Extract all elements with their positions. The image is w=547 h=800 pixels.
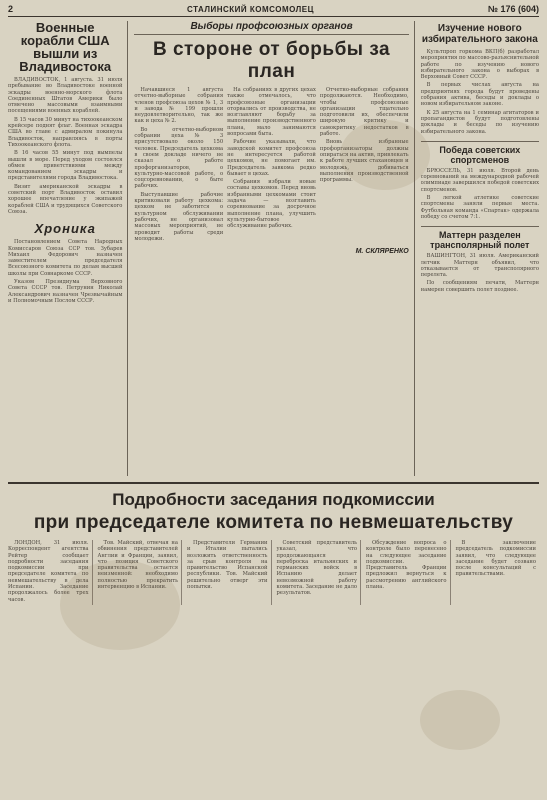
left-paragraph: В 16 часов 55 минут под вымпелы вышли в море. Перед уходом состоялся обмен приветствиями между командованием эскадры и представителями города Владивостока.	[8, 150, 123, 182]
middle-paragraph: Вновь избранные профорганизаторы должны опираться на актив, привлекать к работе лучших стахановцев и молодежь, добиваться выполнения производственной программы.	[319, 139, 409, 184]
right-paragraph: В первых числах августа на предприятиях города будут проведены собрания актива, беседы и доклады о новом избирательном законе.	[420, 82, 539, 108]
bottom-headline-line-2: при председателе комитета по невмешательству	[33, 512, 514, 533]
sport-paragraph: В легкой атлетике советские спортсмены заняли первые места. Футбольная команда «Спартак» одержала победу со счетом 7:1.	[420, 195, 539, 220]
bottom-paragraph: Обсуждение вопроса о контроле было перенесено на следующее заседание подкомиссии. Представитель Франции предложил вернуться к рассмотрению английского плана.	[366, 540, 447, 591]
middle-headline: В стороне от борьбы за план	[152, 39, 391, 82]
bottom-paragraph: Тов. Майский, отвечая на обвинения представителей Англии и Франции, заявил, что позиция Советского правительства остается неизменной: необходимо полностью прекратить интервенцию в Испании.	[97, 540, 178, 591]
left-column	[8, 21, 128, 476]
left-paragraph: Визит американской эскадры в советский порт Владивосток оставил хорошее впечатление у экипажей кораблей США и трудящихся Советского Союза.	[8, 183, 123, 215]
right-headline: Изучение нового избирательного закона	[421, 23, 538, 45]
middle-paragraph: Собрания избрали новые составы цехкомов. Перед вновь избранными цехкомами стоит задача — возглавить соревнование за досрочное выполнение плана, улучшить культурно-бытовое обслуживание рабочих.	[227, 179, 316, 230]
sport-paragraph: БРЮССЕЛЬ, 31 июля. Второй день соревнований на международной рабочей олимпиаде завершился победой советских спортсменов.	[420, 167, 539, 193]
bottom-paragraph: ЛОНДОН, 31 июля. Корреспондент агентства Рейтер сообщает подробности заседания подкомиссии при председателе комитета по невмешательству в дела Испании. Заседание продолжалось более трех часов.	[8, 540, 89, 603]
middle-paragraph: Во отчетно-выборном собрании цеха № 3 присутствовало около 150 человек. Председатель цехкома в своем докладе ничего не сказал о работе профорганизаторов, о культурно-массовой работе, о соцсоревновании, о быте рабочих.	[134, 126, 224, 190]
bottom-article	[8, 482, 539, 605]
middle-paragraph: Отчетно-выборные собрания продолжаются. Необходимо, чтобы профсоюзные организации тщательно подготовили их, обеспечили широкую критику и самокритику недостатков в работе.	[319, 87, 409, 138]
right-paragraph: К 25 августа на 1 семинар агитаторов и пропагандистов будут подготовлены доклады и беседы по изучению избирательного закона.	[420, 109, 539, 135]
left-headline: Военные корабли США вышли из Владивостока	[19, 21, 112, 74]
matter-headline: Маттерн разделен трансполярный полет	[421, 226, 539, 250]
middle-column	[134, 21, 414, 476]
middle-paragraph: На собраниях в других цехах также отмечалось, что профсоюзные организации оторвались от производства, не возглавляют борьбу за выполнение производственного плана, мало занимаются вопросами быта.	[227, 87, 316, 138]
bottom-headline-line-1: Подробности заседания подкомиссии	[112, 490, 435, 509]
left-paragraph: ВЛАДИВОСТОК, 1 августа. 31 июля пребывание во Владивостоке военной эскадры военно-морского флота Соединенных Штатов Америки было отмечено массовыми взаимными посещениями военных кораблей.	[8, 77, 123, 115]
bottom-paragraph: Советский представитель указал, что продолжающаяся переброска итальянских и германских войск в Испанию делает невозможной работу комитета. Заседание не дало результатов.	[276, 540, 357, 597]
chronicle-paragraph: Указом Президиума Верховного Совета СССР тов. Петрунин Николай Александрович назначен Чрезвычайным и Полномочным Послом СССР.	[8, 279, 123, 304]
middle-paragraph: Начавшиеся 1 августа отчетно-выборные собрания членов профсоюза цехов № 1, 3 и завода № 199 прошли неудовлетворительно, так же как и цеха № 2.	[134, 87, 224, 125]
newspaper-title: СТАЛИНСКИЙ КОМСОМОЛЕЦ	[187, 5, 314, 14]
chronicle-title: Хроника	[34, 221, 96, 237]
middle-text-columns	[134, 87, 408, 244]
middle-rubric: Выборы профсоюзных органов	[134, 21, 408, 35]
top-section	[8, 21, 539, 476]
bottom-text-columns	[8, 540, 539, 605]
middle-signature: М. СКЛЯРЕНКО	[355, 248, 409, 256]
right-paragraph: Культпроп горкома ВКП(б) разработал мероприятия по массово-разъяснительной работе по изучению нового избирательного закона о выборах в Верховный Совет СССР.	[420, 49, 539, 81]
bottom-paragraph: В заключение председатель подкомиссии заявил, что следующее заседание будет созвано после консультаций с правительствами.	[455, 540, 536, 578]
matter-paragraph: ВАШИНГТОН, 31 июля. Американский летчик Маттерн объявил, что отказывается от трансполярного перелета.	[420, 253, 539, 279]
right-column	[421, 21, 539, 476]
sport-headline: Победа советских спортсменов	[421, 141, 539, 165]
matter-paragraph: По сообщениям печати, Маттерн намерен совершить полет позднее.	[420, 280, 539, 293]
chronicle-paragraph: Постановлением Совета Народных Комиссаров Союза ССР тов. Зубарев Михаил Федорович назначен заместителем председателя Всесоюзного комитета по делам высшей школы при Совнаркоме СССР.	[8, 239, 123, 277]
middle-paragraph: Выступавшие рабочие критиковали работу цехкома: цехком не заботится о культурном обслуживании рабочих, не организовал массовых мероприятий, не проводит работы среди молодежи.	[134, 191, 224, 242]
left-paragraph: В 15 часов 30 минут на тихоокеанском крейсере поднят флаг. Военная эскадра США во главе с адмиралом покинула Владивосток, направляясь в порты Тихоокеанского флота.	[8, 116, 123, 148]
page-number: 2	[8, 4, 14, 14]
middle-paragraph: Рабочие указывали, что заводской комитет профсоюза не интересуется работой цехкомов, не помогает им. Председатель завкома редко бывает в цехах.	[227, 139, 316, 177]
bottom-paragraph: Представители Германии и Италии пытались возложить ответственность за срыв контроля на правительство Испанской республики. Тов. Майский решительно отверг эти попытки.	[187, 540, 268, 591]
issue-number: № 176 (604)	[487, 4, 539, 14]
masthead	[8, 4, 539, 17]
